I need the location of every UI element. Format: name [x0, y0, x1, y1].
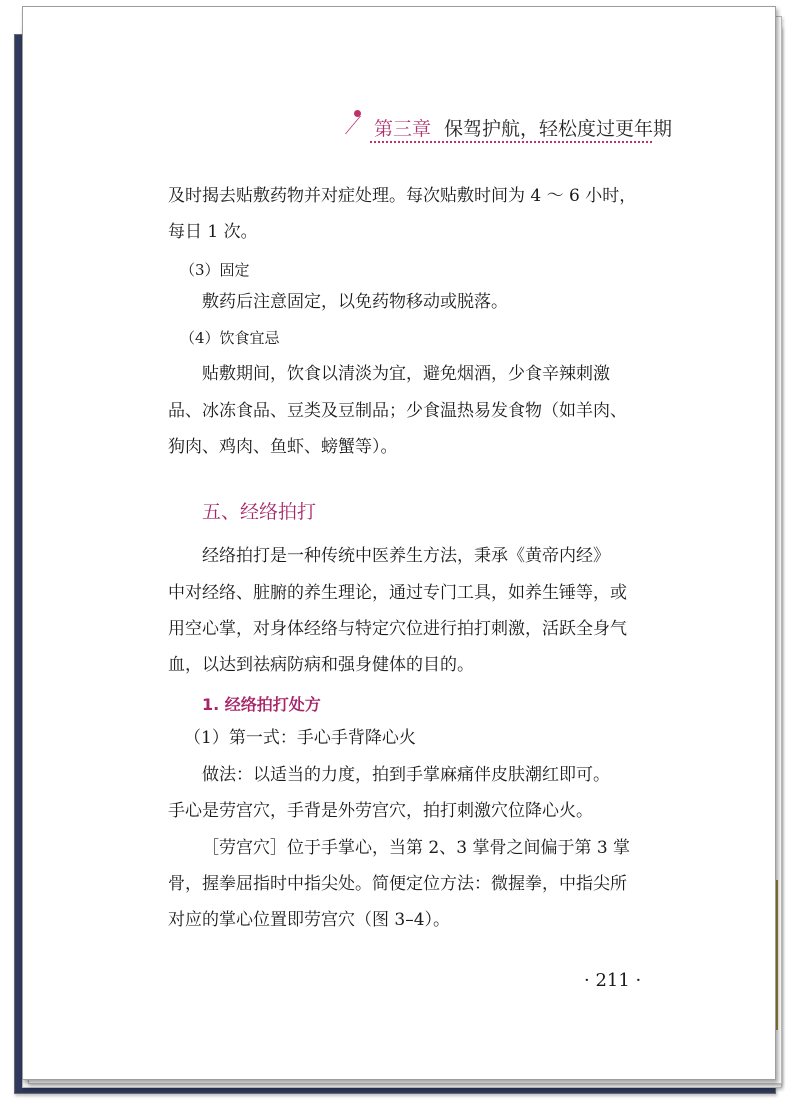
paragraph-line: 中对经络、脏腑的养生理论，通过专门工具，如养生锤等，或 [168, 583, 627, 603]
paragraph-line: 狗肉、鸡肉、鱼虾、螃蟹等）。 [168, 437, 398, 457]
page-number: · 211 · [584, 970, 642, 991]
paragraph-line: 品、冰冻食品、豆类及豆制品；少食温热易发食物（如羊肉、 [168, 401, 627, 421]
running-header [344, 104, 673, 144]
paragraph-line: 做法：以适当的力度，拍到手掌麻痛伴皮肤潮红即可。 [202, 765, 610, 785]
item-heading-1: （1）第一式：手心手背降心火 [184, 728, 416, 748]
paragraph-line: 贴敷期间，饮食以清淡为宜，避免烟酒，少食辛辣刺激 [202, 364, 610, 384]
paragraph-line: 血，以达到祛病防病和强身健体的目的。 [168, 655, 474, 675]
item-heading-3: （3）固定 [180, 261, 250, 279]
section-heading: 五、经络拍打 [202, 501, 317, 523]
item-heading-4: （4）饮食宜忌 [180, 329, 280, 347]
chapter-title: 保驾护航，轻松度过更年期 [444, 118, 673, 140]
header-dotted-rule [370, 141, 652, 143]
paragraph-line: 对应的掌心位置即劳宫穴（图 3–4）。 [168, 910, 451, 930]
paragraph-line: 经络拍打是一种传统中医养生方法，秉承《黄帝内经》 [202, 546, 610, 566]
paragraph-line: 每日 1 次。 [168, 222, 258, 242]
chapter-label: 第三章 [374, 118, 432, 140]
subsection-heading: 1. 经络拍打处方 [202, 695, 321, 714]
paragraph-line: 用空心掌，对身体经络与特定穴位进行拍打刺激，活跃全身气 [168, 619, 627, 639]
paragraph-line: 敷药后注意固定，以免药物移动或脱落。 [202, 292, 508, 312]
paragraph-line: ［劳宫穴］位于手掌心，当第 2、3 掌骨之间偏于第 3 掌 [202, 838, 631, 858]
paragraph-line: 骨，握拳屈指时中指尖处。简便定位方法：微握拳，中指尖所 [168, 874, 627, 894]
paragraph-line: 手心是劳宫穴，手背是外劳宫穴，拍打刺激穴位降心火。 [168, 801, 593, 821]
paragraph-line: 及时揭去贴敷药物并对症处理。每次贴敷时间为 4 ～ 6 小时， [168, 186, 637, 206]
